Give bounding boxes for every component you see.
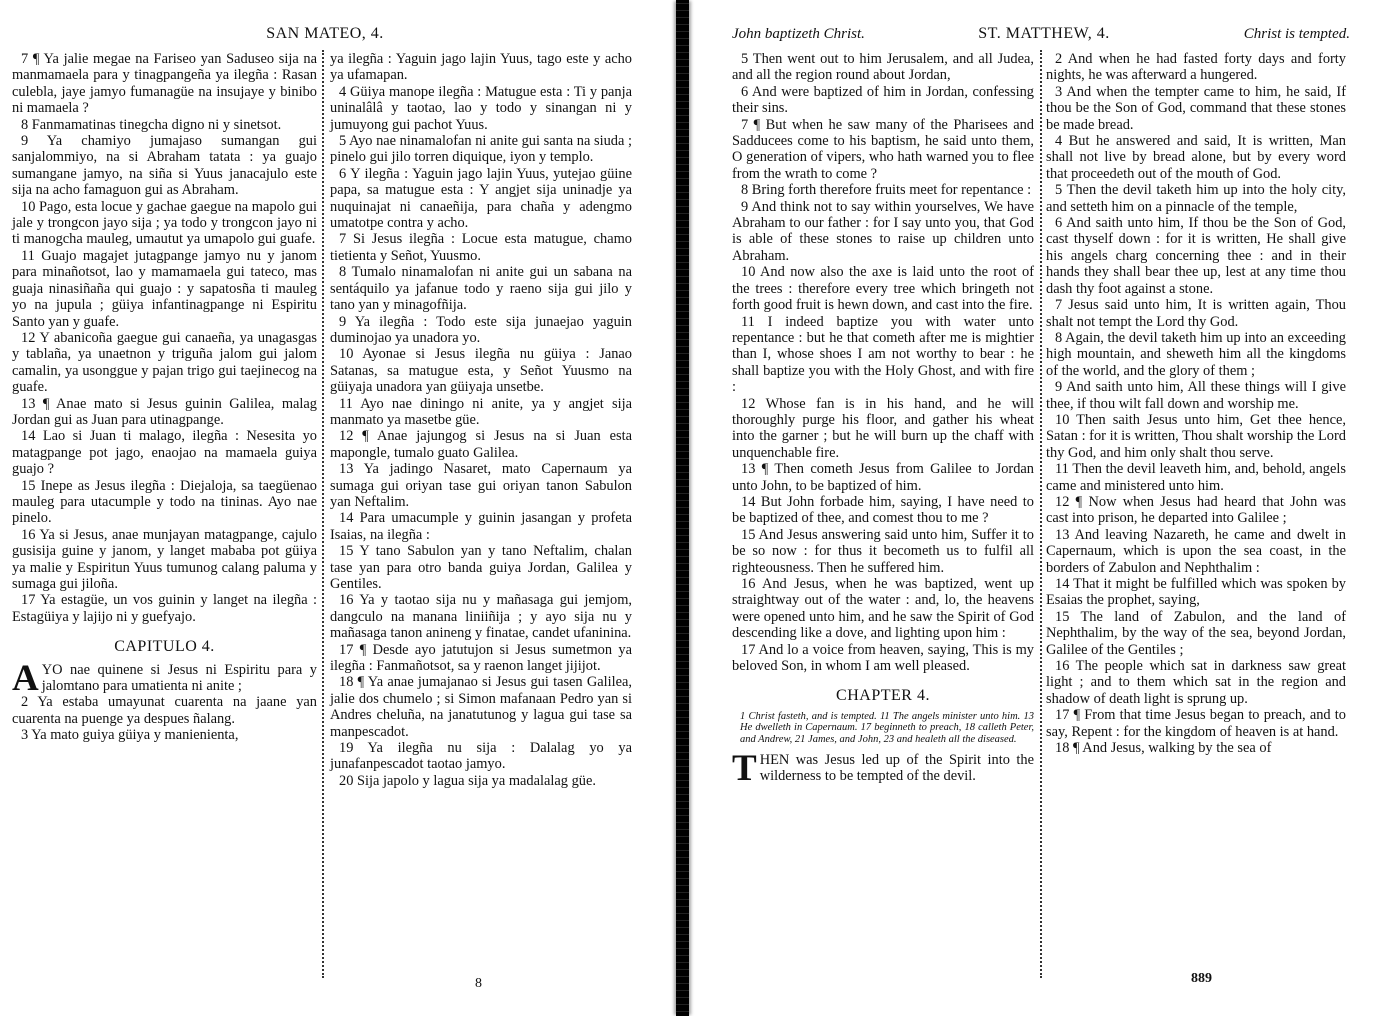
verse: 8 Again, the devil taketh him up into an exceeding high mountain, and sheweth him all the kingdoms of the world, and the glory of them ;	[1046, 329, 1346, 379]
verse: 10 Pago, esta locue y gachae gaegue na mapolo gui jale y trongcon jayo sija ; ya todo y trongcon jayo ni ti manogcha mauleg, umautut ya umapolo gui guafe.	[12, 198, 317, 248]
verse: 6 And were baptized of him in Jordan, confessing their sins.	[732, 83, 1034, 117]
verse: 11 I indeed baptize you with water unto repentance : but he that cometh after me is mightier than I, whose shoes I am not worthy to bear : he shall baptize you with the Holy Ghost, and with fire :	[732, 313, 1034, 396]
verse: 14 Para umacumple y guinin jasangan y profeta Isaias, na ilegña :	[330, 510, 632, 543]
verse: 6 And saith unto him, If thou be the Son of God, cast thyself down : for it is written, He shall give his angels charg concerning thee : and in their hands they shall bear thee up, lest at any time thou dash thy foot against a stone.	[1046, 215, 1346, 297]
verse: 11 Then the devil leaveth him, and, behold, angels came and ministered unto him.	[1046, 461, 1346, 494]
verse-list	[330, 84, 632, 789]
verse-list	[732, 51, 1034, 674]
verse: 13 ¶ Then cometh Jesus from Galilee to Jordan unto John, to be baptized of him.	[732, 461, 1034, 494]
verse: 13 Ya jadingo Nasaret, mato Capernaum ya sumaga gui oriyan tase gui oriyan tanon Sabulon yan Neftalim.	[330, 461, 632, 510]
verse: 7 ¶ But when he saw many of the Pharisees and Sadducees come to his baptism, he said unto them, O generation of vipers, who hath warned you to flee from the wrath to come ?	[732, 116, 1034, 182]
verse: 15 And Jesus answering said unto him, Suffer it to be so now : for thus it becometh us to fulfil all righteousness. Then he suffered him.	[732, 526, 1034, 576]
running-head: SAN MATEO, 4.	[266, 25, 384, 42]
verse-text: YO nae quinene si Jesus ni Espiritu para y jalomtano para umatienta ni anite ;	[41, 661, 317, 695]
running-head: ST. MATTHEW, 4.	[978, 25, 1110, 42]
verse-list	[12, 51, 317, 625]
verse: 6 Y ilegña : Yaguin jago lajin Yuus, yutejao güine papa, sa matugue esta : Y angjet sija uninadje ya nuquinajat ni canaeñija, para chaña y adengmo umatotpe contra y acho.	[330, 165, 632, 232]
verse: 16 Ya si Jesus, anae munjayan matagpange, cajulo gusisija guine y janom, y langet mababa pot güiya ya malie y Espiritun Yuus tumunog calang paluma y sumaga gui jiloña.	[12, 526, 317, 592]
page-number: 889	[1191, 971, 1212, 986]
verse: 10 And now also the axe is laid unto the root of the trees : therefore every tree which bringeth not forth good fruit is hewn down, and cast into the fire.	[732, 264, 1034, 314]
running-head-left: John baptizeth Christ.	[732, 26, 865, 42]
left-column-1	[12, 51, 317, 744]
drop-cap: T	[732, 748, 757, 790]
verse: 13 And leaving Nazareth, he came and dwelt in Capernaum, which is upon the sea coast, in the borders of Zabulon and Nephthalim :	[1046, 526, 1346, 576]
verse: 14 But John forbade him, saying, I have need to be baptized of thee, and comest thou to me ?	[732, 493, 1034, 527]
verse: 2 And when he had fasted forty days and forty nights, he was afterward a hungered.	[1046, 51, 1346, 84]
verse: 12 Whose fan is in his hand, and he will thoroughly purge his floor, and gather his wheat into the garner ; but he will burn up the chaff with unquenchable fire.	[732, 395, 1034, 461]
verse: 5 Ayo nae ninamalofan ni anite gui santa na siuda ; pinelo gui jilo torren diquique, iyon y templo.	[330, 133, 632, 166]
verse-text: HEN was Jesus led up of the Spirit into the wilderness to be tempted of the devil.	[759, 752, 1034, 785]
verse: 8 Bring forth therefore fruits meet for repentance :	[741, 182, 1032, 199]
chapter-heading: CHAPTER 4.	[836, 687, 930, 705]
verse: 2 Ya estaba umayunat cuarenta na jaane yan cuarenta na puenge ya despues ñalang.	[12, 694, 317, 727]
verse: 8 Tumalo ninamalofan ni anite gui un sabana na sentáquilo ya jafanue todo y raeno sija gui jilo y tano yan y minagofñija.	[330, 264, 632, 314]
verse: 3 And when the tempter came to him, he said, If thou be the Son of God, command that these stones be made bread.	[1046, 83, 1346, 133]
verse: 11 Ayo nae diningo ni anite, ya y angjet sija manmato ya masetbe güe.	[330, 395, 632, 428]
chapter-heading: CAPITULO 4.	[114, 638, 215, 656]
column-divider	[322, 50, 324, 978]
verse: 17 ¶ Desde ayo jatutujon si Jesus sumetmon ya ilegña : Fanmañotsot, sa y raenon langet jijijot.	[330, 641, 632, 675]
verse: 17 ¶ From that time Jesus began to preach, and to say, Repent : for the kingdom of heaven is at hand.	[1046, 707, 1346, 740]
chapter-opening-verse	[732, 748, 1034, 790]
verse: 9 And saith unto him, All these things will I give thee, if thou wilt fall down and worship me.	[1046, 379, 1346, 412]
verse: 7 Jesus said unto him, It is written again, Thou shalt not tempt the Lord thy God.	[1046, 297, 1346, 330]
verse-list	[1046, 51, 1346, 756]
verse: 16 And Jesus, when he was baptized, went up straightway out of the water : and, lo, the heavens were opened unto him, and he saw the Spirit of God descending like a dove, and lighting upon him :	[732, 576, 1034, 642]
right-column-1	[732, 51, 1034, 790]
verse: 16 Ya y taotao sija nu y mañasaga gui jemjom, dangculo na manana liniiñija ; y ayo sija nu y mañasaga tanon anineng y finatae, candet ufaninina.	[330, 592, 632, 642]
running-head-right: Christ is tempted.	[1243, 26, 1350, 42]
verse: 18 ¶ And Jesus, walking by the sea of	[1055, 740, 1272, 757]
page-number: 8	[475, 976, 482, 991]
book-gutter	[676, 0, 689, 1016]
verse: 15 The land of Zabulon, and the land of Nephthalim, by the way of the sea, beyond Jordan, Galilee of the Gentiles ;	[1046, 608, 1346, 658]
verse: 17 And lo a voice from heaven, saying, This is my beloved Son, in whom I am well pleased.	[732, 641, 1034, 675]
right-column-2	[1046, 51, 1346, 756]
chapter-opening-verse	[12, 657, 317, 699]
chapter-summary: 1 Christ fasteth, and is tempted. 11 The angels minister unto him. 13 He dwelleth in Capernaum. 17 beginneth to preach, 18 calleth Peter, and Andrew, 21 James, and John, 23 and healeth all the diseased.	[740, 710, 1034, 745]
right-page	[694, 0, 1374, 1016]
verse: 10 Then saith Jesus unto him, Get thee hence, Satan : for it is written, Thou shalt worship the Lord thy God, and him only shalt thou serve.	[1046, 411, 1346, 461]
verse: 9 Ya ilegña : Todo este sija junaejao yaguin duminojao ya unadora yo.	[330, 313, 632, 346]
verse: 12 ¶ Now when Jesus had heard that John was cast into prison, he departed into Galilee ;	[1046, 493, 1346, 527]
drop-cap: A	[12, 657, 39, 699]
verse: 15 Y tano Sabulon yan y tano Neftalim, chalan tase yan para otro banda guiya Jordan, Galilea y Gentiles.	[330, 543, 632, 592]
verse: 12 ¶ Anae jajungog si Jesus na si Juan esta mapongle, tumalo guato Galilea.	[330, 428, 632, 461]
verse-continuation: ya ilegña : Yaguin jago lajin Yuus, tago este y acho ya ufamapan.	[330, 51, 632, 84]
verse: 7 ¶ Ya jalie megae na Fariseo yan Saduseo sija na manmamaela para y tinagpangeña ya ilegña : Rasan culebla, jaye jamyo fumanagüe na insujaye y binibo ni mamaela ?	[12, 51, 317, 117]
verse: 19 Ya ilegña nu sija : Dalalag yo ya junafanpescadot taotao jamyo.	[330, 740, 632, 773]
verse: 17 Ya estagüe, un vos guinin y langet na ilegña : Estagüiya y lajijo ni y guefyajo.	[12, 592, 317, 625]
verse: 20 Sija japolo y lagua sija ya madalalag güe.	[339, 772, 596, 789]
column-divider	[1040, 50, 1042, 978]
left-page	[0, 0, 672, 1016]
verse: 18 ¶ Ya anae jumajanao si Jesus gui tasen Galilea, jalie dos chumelo ; si Simon mafanaan Pedro yan si Andres cheluña, na janatutunog y lagua gui tase sa manpescadot.	[330, 674, 632, 740]
verse: 5 Then went out to him Jerusalem, and all Judea, and all the region round about Jordan,	[732, 51, 1034, 84]
verse: 7 Si Jesus ilegña : Locue esta matugue, chamo tietienta y Señot, Yuusmo.	[330, 231, 632, 264]
verse: 3 Ya mato guiya güiya y manienienta,	[21, 727, 239, 744]
left-column-2	[330, 51, 632, 789]
verse: 13 ¶ Anae mato si Jesus guinin Galilea, malag Jordan gui as Juan para utinagpange.	[12, 395, 317, 428]
verse: 8 Fanmamatinas tinegcha digno ni y sinetsot.	[21, 116, 282, 133]
verse: 4 Güiya manope ilegña : Matugue esta : Ti y panja uninalâlâ y taotao, lao y todo y sinangan ni y jumuyong gui pachot Yuus.	[330, 83, 632, 133]
verse: 16 The people which sat in darkness saw great light ; and to them which sat in the region and shadow of death light is sprung up.	[1046, 658, 1346, 707]
verse: 14 Lao si Juan ti malago, ilegña : Nesesita yo matagpange pot jago, enaojao na mamaela guiya guajo ?	[12, 428, 317, 478]
verse: 9 Ya chamiyo jumajaso sumangan gui sanjalommiyo, na si Abraham tatata : ya guajo sumangane jamyo, na siña si Yuus janacajulo este sija na acho famaguon gui as Abraham.	[12, 133, 317, 199]
verse: 4 But he answered and said, It is written, Man shall not live by bread alone, but by every word that proceedeth out of the mouth of God.	[1046, 133, 1346, 182]
verse: 15 Inepe as Jesus ilegña : Diejaloja, sa taegüenao mauleg para utacumple y todo na tininas. Ayo nae pinelo.	[12, 477, 317, 527]
verse: 5 Then the devil taketh him up into the holy city, and setteth him on a pinnacle of the temple,	[1046, 182, 1346, 215]
verse: 10 Ayonae si Jesus ilegña nu güiya : Janao Satanas, sa matugue esta, y Señot Yuusmo na güiyaja unadora yan güiyaja unsetbe.	[330, 346, 632, 396]
verse: 14 That it might be fulfilled which was spoken by Esaias the prophet, saying,	[1046, 576, 1346, 609]
verse-list	[12, 694, 317, 743]
verse: 9 And think not to say within yourselves, We have Abraham to our father : for I say unto you, that God is able of these stones to raise up children unto Abraham.	[732, 198, 1034, 264]
verse: 12 Y abanicoña gaegue gui canaeña, ya unagasgas y tablaña, ya unaetnon y triguña jalom gui jalom camalin, ya usonggue y pajan trigo gui taejinecog na guafe.	[12, 329, 317, 396]
verse: 11 Guajo magajet jutagpange jamyo nu y janom para minañotsot, lao y mamamaela gui tateco, mas guaja ninasiñaña qui guajo : y sapatosña ti mauleg yo na jupula ; güiya infantinagpange ni Espiritu Santo yan y guafe.	[12, 247, 317, 330]
